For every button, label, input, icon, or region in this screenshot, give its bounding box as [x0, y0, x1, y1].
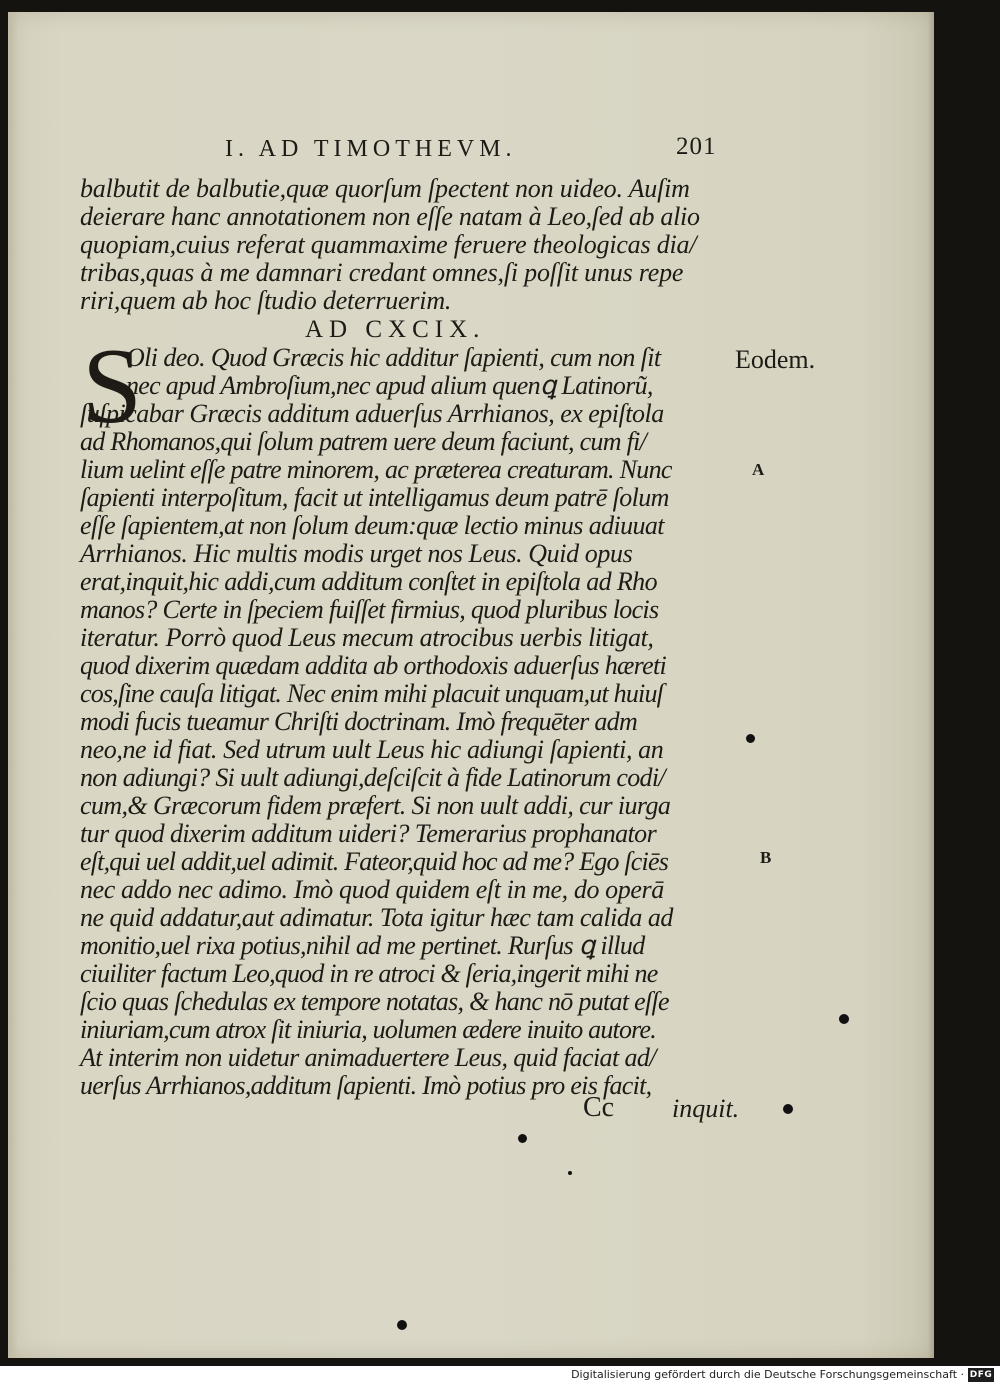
- text-line: At interim non uidetur animaduertere Leus, quid faciat ad/: [80, 1043, 656, 1072]
- text-line: tur quod dixerim additum uideri? Temerarius prophanator: [80, 819, 657, 848]
- funding-credit: Digitalisierung gefördert durch die Deutsche Forschungsgemeinschaft ·: [571, 1368, 964, 1381]
- text-line: cum,& Græcorum fidem præfert. Si non uult addi, cur iurga: [80, 791, 671, 820]
- text-line: erat,inquit,hic addi,cum additum conſtet in epiſtola ad Rho: [80, 567, 657, 596]
- text-line: uerſus Arrhianos,additum ſapienti. Imò potius pro eis facit,: [80, 1071, 652, 1100]
- text-line: quopiam,cuius referat quammaxime feruere theologicas dia/: [80, 230, 697, 259]
- text-line: Arrhianos. Hic multis modis urget nos Leus. Quid opus: [80, 539, 633, 568]
- text-line: ne quid addatur,aut adimatur. Tota igitur hæc tam calida ad: [80, 903, 673, 932]
- page-edge-shadow: [928, 12, 934, 1358]
- dfg-logo-icon: DFG: [969, 1370, 993, 1380]
- ink-spot: [746, 734, 755, 743]
- drop-cap-initial: S: [82, 327, 143, 446]
- text-line: nec apud Ambroſium,nec apud alium quenꝗ Latinorũ,: [126, 371, 653, 400]
- text-line: ſapienti interpoſitum, facit ut intelligamus deum patrē ſolum: [80, 483, 669, 512]
- text-line: eſt,qui uel addit,uel adimit. Fateor,quid hoc ad me? Ego ſciēs: [80, 847, 669, 876]
- margin-letter-b: B: [760, 848, 772, 867]
- text-line: deierare hanc annotationem non eſſe natam à Leo,ſed ab alio: [80, 202, 700, 231]
- signature-mark: Cc: [583, 1092, 615, 1123]
- text-line: riri,quem ab hoc ſtudio deterruerim.: [80, 286, 452, 315]
- margin-note: Eodem.: [735, 345, 816, 374]
- text-line: nec addo nec adimo. Imò quod quidem eſt in me, do operā: [80, 875, 664, 904]
- text-line: ad Rhomanos,qui ſolum patrem uere deum faciunt, cum fi/: [80, 427, 647, 456]
- running-head: I. AD TIMOTHEVM.: [225, 136, 517, 162]
- text-line: non adiungi? Si uult adiungi,deſciſcit à fide Latinorum codi/: [80, 763, 665, 792]
- text-line: ſuſpicabar Græcis additum aduerſus Arrhianos, ex epiſtola: [80, 399, 664, 428]
- text-line: iteratur. Porrò quod Leus mecum atrocibus uerbis litigat,: [80, 623, 654, 652]
- ink-spot: [518, 1134, 527, 1143]
- margin-letter-a: A: [752, 460, 765, 479]
- ink-spot: [397, 1320, 407, 1330]
- text-line: ciuiliter factum Leo,quod in re atroci & ſeria,ingerit mihi ne: [80, 959, 658, 988]
- text-line: manos? Certe in ſpeciem fuiſſet firmius, quod pluribus locis: [80, 595, 659, 624]
- text-line: quod dixerim quædam addita ab orthodoxis aduerſus hæreti: [80, 651, 666, 680]
- text-line: Oli deo. Quod Græcis hic additur ſapienti, cum non ſit: [126, 343, 661, 372]
- ink-spot: [783, 1104, 793, 1114]
- text-line: monitio,uel rixa potius,nihil ad me pertinet. Rurſus ꝗ illud: [80, 931, 645, 960]
- page-number: 201: [676, 133, 717, 160]
- text-line: ſcio quas ſchedulas ex tempore notatas, & hanc nō putat eſſe: [80, 987, 669, 1016]
- text-line: balbutit de balbutie,quæ quorſum ſpectent non uideo. Auſim: [80, 174, 690, 203]
- page-gutter-shadow: [8, 12, 18, 1358]
- text-line: eſſe ſapientem,at non ſolum deum:quæ lectio minus adiuuat: [80, 511, 664, 540]
- catchword: inquit.: [672, 1094, 740, 1123]
- text-line: iniuriam,cum atrox ſit iniuria, uolumen ædere inuito autore.: [80, 1015, 656, 1044]
- section-heading: AD CXCIX.: [305, 316, 486, 343]
- text-line: lium uelint eſſe patre minorem, ac præterea creaturam. Nunc: [80, 455, 672, 484]
- text-line: modi fucis tueamur Chriſti doctrinam. Imò frequēter adm: [80, 707, 638, 736]
- ink-spot: [839, 1014, 849, 1024]
- text-line: neo,ne id fiat. Sed utrum uult Leus hic adiungi ſapienti, an: [80, 735, 664, 764]
- ink-spot: [568, 1171, 572, 1175]
- text-line: cos,ſine cauſa litigat. Nec enim mihi placuit unquam,ut huiuſ: [80, 679, 664, 708]
- text-line: tribas,quas à me damnari credant omnes,ſi poſſit unus repe: [80, 258, 684, 287]
